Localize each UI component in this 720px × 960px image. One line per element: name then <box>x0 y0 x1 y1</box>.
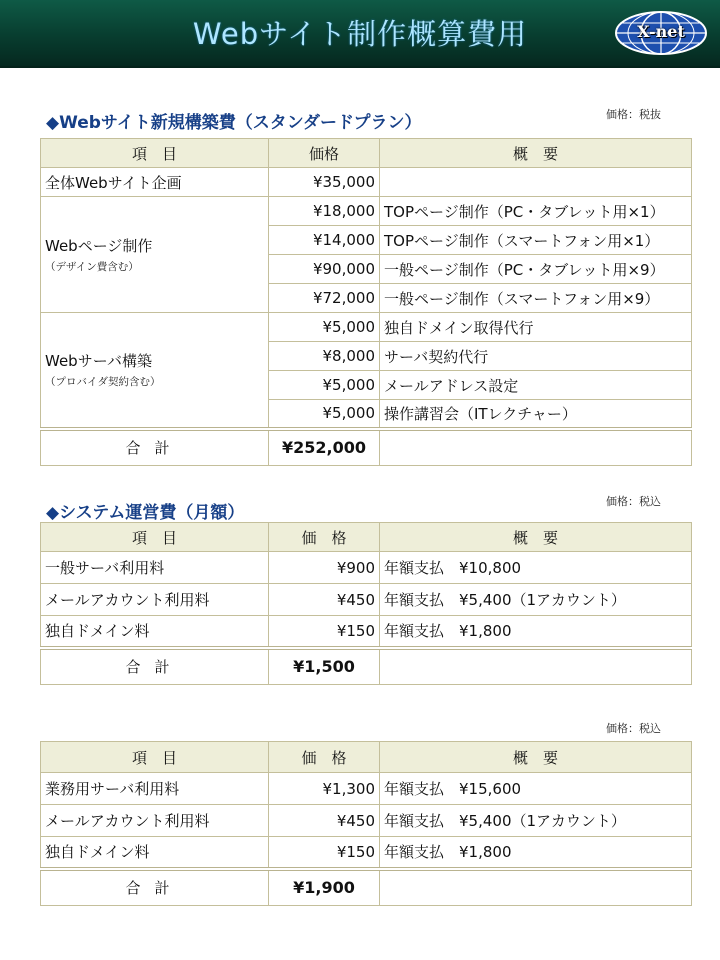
total-empty-cell <box>380 648 692 685</box>
column-header-price: 価 格 <box>269 523 380 552</box>
table-row <box>41 168 692 197</box>
total-row <box>41 429 692 466</box>
row-item: 独自ドメイン料 <box>41 837 269 869</box>
table-row <box>41 616 692 648</box>
row-summary: TOPページ制作（スマートフォン用×1） <box>380 226 692 255</box>
row-summary: サーバ契約代行 <box>380 342 692 371</box>
table-header-row <box>41 742 692 773</box>
group-label: Webページ制作 <box>45 237 153 255</box>
table-header-row <box>41 523 692 552</box>
row-price: ¥1,300 <box>269 773 380 805</box>
group-sublabel: （デザイン費含む） <box>45 261 139 273</box>
row-price: ¥150 <box>269 837 380 869</box>
row-item: 独自ドメイン料 <box>41 616 269 648</box>
row-summary: 年額支払 ¥5,400（1アカウント） <box>380 584 692 616</box>
section3-tax-note: 価格：税込 <box>606 722 661 735</box>
row-price: ¥5,000 <box>269 313 380 342</box>
row-summary: 年額支払 ¥1,800 <box>380 616 692 648</box>
row-price: ¥72,000 <box>269 284 380 313</box>
section3-table <box>40 741 692 906</box>
table-header-row <box>41 139 692 168</box>
row-item: 業務用サーバ利用料 <box>41 773 269 805</box>
row-item: 一般サーバ利用料 <box>41 552 269 584</box>
row-price: ¥900 <box>269 552 380 584</box>
row-summary: メールアドレス設定 <box>380 371 692 400</box>
row-item: メールアカウント利用料 <box>41 584 269 616</box>
row-price: ¥90,000 <box>269 255 380 284</box>
row-item: 全体Webサイト企画 <box>41 168 269 197</box>
row-summary: 年額支払 ¥5,400（1アカウント） <box>380 805 692 837</box>
page-title: Webサイト制作概算費用 <box>192 17 528 51</box>
row-summary: 一般ページ制作（PC・タブレット用×9） <box>380 255 692 284</box>
row-summary: 操作講習会（ITレクチャー） <box>380 400 692 429</box>
row-price: ¥18,000 <box>269 197 380 226</box>
section2-tax-note: 価格：税込 <box>606 495 661 508</box>
column-header-summary: 概 要 <box>380 742 692 773</box>
column-header-item: 項 目 <box>41 523 269 552</box>
row-price: ¥35,000 <box>269 168 380 197</box>
row-price: ¥150 <box>269 616 380 648</box>
section1-table <box>40 138 692 466</box>
total-label: 合計 <box>41 429 269 466</box>
table-row <box>41 313 692 342</box>
logo-text: X-net <box>637 22 685 41</box>
row-summary: 独自ドメイン取得代行 <box>380 313 692 342</box>
row-group-web-server <box>41 313 269 429</box>
total-row <box>41 648 692 685</box>
section2-title: ◆システム運営費（月額） <box>46 503 245 523</box>
row-price: ¥5,000 <box>269 400 380 429</box>
row-group-web-page <box>41 197 269 313</box>
row-price: ¥8,000 <box>269 342 380 371</box>
row-summary: 年額支払 ¥1,800 <box>380 837 692 869</box>
row-price: ¥450 <box>269 584 380 616</box>
column-header-item: 項 目 <box>41 742 269 773</box>
table-row <box>41 837 692 869</box>
row-item: メールアカウント利用料 <box>41 805 269 837</box>
column-header-summary: 概 要 <box>380 523 692 552</box>
table-row <box>41 197 692 226</box>
column-header-summary: 概 要 <box>380 139 692 168</box>
row-summary <box>380 168 692 197</box>
table-row <box>41 584 692 616</box>
row-summary: TOPページ制作（PC・タブレット用×1） <box>380 197 692 226</box>
section1-title: ◆Webサイト新規構築費（スタンダードプラン） <box>46 113 422 133</box>
table-row <box>41 552 692 584</box>
row-summary: 年額支払 ¥10,800 <box>380 552 692 584</box>
column-header-item: 項 目 <box>41 139 269 168</box>
row-price: ¥5,000 <box>269 371 380 400</box>
group-sublabel: （プロバイダ契約含む） <box>45 376 161 389</box>
total-row <box>41 869 692 906</box>
header-bar <box>0 0 720 68</box>
row-price: ¥450 <box>269 805 380 837</box>
total-label: 合計 <box>41 648 269 685</box>
total-value: ¥1,500 <box>269 648 380 685</box>
total-empty-cell <box>380 869 692 906</box>
section1-tax-note: 価格：税抜 <box>606 108 661 121</box>
row-summary: 一般ページ制作（スマートフォン用×9） <box>380 284 692 313</box>
total-label: 合計 <box>41 869 269 906</box>
row-summary: 年額支払 ¥15,600 <box>380 773 692 805</box>
row-price: ¥14,000 <box>269 226 380 255</box>
total-value: ¥252,000 <box>269 429 380 466</box>
column-header-price: 価格 <box>269 139 380 168</box>
total-value: ¥1,900 <box>269 869 380 906</box>
table-row <box>41 773 692 805</box>
total-empty-cell <box>380 429 692 466</box>
globe-logo-icon <box>614 10 708 56</box>
column-header-price: 価 格 <box>269 742 380 773</box>
group-label: Webサーバ構築 <box>45 352 152 371</box>
table-row <box>41 805 692 837</box>
section2-table <box>40 522 692 685</box>
